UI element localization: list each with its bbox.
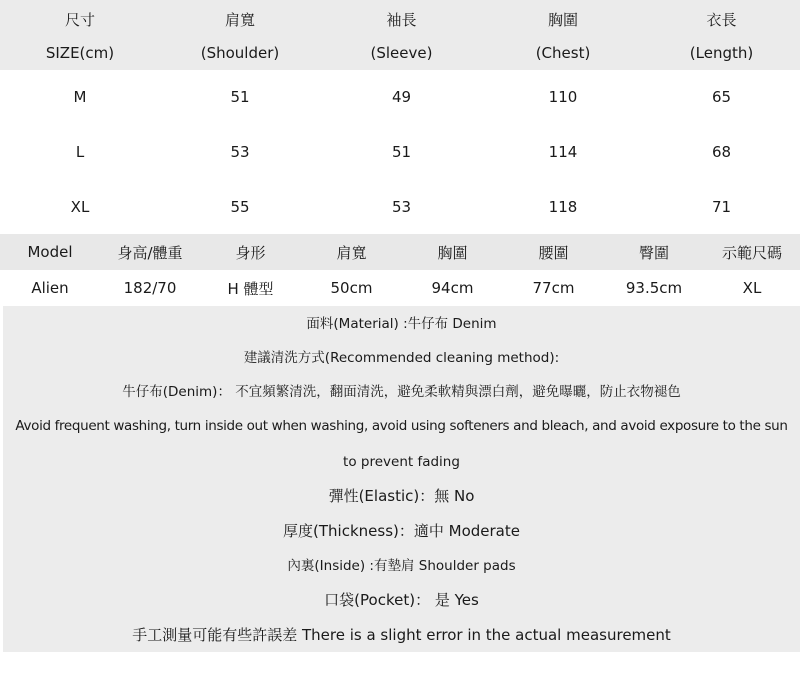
- cleaning-title: 建議清洗方式(Recommended cleaning method):: [243, 350, 560, 366]
- size-header-en: SIZE(cm): [45, 44, 115, 62]
- chest-cell: 118: [548, 198, 578, 216]
- chest-header-en: (Chest): [535, 44, 591, 62]
- size-header-zh: 尺寸: [64, 10, 95, 29]
- shoulder-header-en: (Shoulder): [200, 44, 280, 62]
- sleeve-cell: 51: [391, 143, 412, 161]
- length-cell: 71: [711, 198, 732, 216]
- size-table-header: [0, 0, 800, 70]
- size-cell: M: [73, 88, 87, 106]
- sleeve-cell: 49: [391, 88, 412, 106]
- length-cell: 68: [711, 143, 732, 161]
- shoulder-cell: 53: [230, 143, 250, 161]
- denim-care-zh: 牛仔布(Denim)： 不宜頻繁清洗，翻面清洗，避免柔軟精與漂白劑，避免曝曬，防止衣物褪色: [122, 384, 681, 400]
- table-row: [0, 137, 800, 167]
- model-table-row: [0, 270, 800, 306]
- sleeve-cell: 53: [391, 198, 412, 216]
- hip-header: 臀圍: [638, 243, 669, 262]
- shoulder-header: 肩寬: [336, 243, 367, 262]
- size-table-body: [0, 70, 800, 233]
- table-row: [0, 192, 800, 222]
- size-header-en-row: [0, 38, 800, 68]
- body-type: H 體型: [227, 279, 274, 298]
- body-type-header: 身形: [235, 243, 266, 262]
- length-header-zh: 衣長: [706, 10, 737, 29]
- length-header-en: (Length): [689, 44, 754, 62]
- shoulder-cell: 51: [230, 88, 250, 106]
- elastic-note: 彈性(Elastic)：無 No: [328, 487, 475, 505]
- chest-header-zh: 胸圍: [547, 10, 578, 29]
- height-weight-header: 身高/體重: [117, 243, 183, 262]
- waist-header: 腰圍: [538, 243, 569, 262]
- chest-value: 94cm: [431, 279, 474, 297]
- shoulder-cell: 55: [230, 198, 250, 216]
- hip-value: 93.5cm: [625, 279, 683, 297]
- product-notes: [3, 306, 800, 652]
- pocket-note: 口袋(Pocket)： 是 Yes: [324, 591, 479, 609]
- size-cell: XL: [70, 198, 90, 216]
- thickness-note: 厚度(Thickness)：適中 Moderate: [283, 522, 520, 540]
- waist-value: 77cm: [532, 279, 575, 297]
- shoulder-value: 50cm: [330, 279, 373, 297]
- chest-cell: 110: [548, 88, 578, 106]
- denim-care-en-line1: Avoid frequent washing, turn inside out when washing, avoid using softeners and bleach, and avoid exposure to the sun: [15, 418, 788, 434]
- sleeve-header-en: (Sleeve): [370, 44, 433, 62]
- chest-header: 胸圍: [437, 243, 468, 262]
- measurement-error-note: 手工測量可能有些許誤差 There is a slight error in the actual measurement: [132, 626, 671, 644]
- table-row: [0, 82, 800, 112]
- denim-care-en-line2: to prevent fading: [343, 454, 460, 470]
- height-weight: 182/70: [123, 279, 177, 297]
- model-table-header: [0, 234, 800, 270]
- length-cell: 65: [711, 88, 732, 106]
- size-header-zh-row: [0, 4, 800, 34]
- material-note: 面料(Material) :牛仔布 Denim: [306, 316, 497, 332]
- size-cell: L: [75, 143, 85, 161]
- shoulder-header-zh: 肩寬: [224, 10, 255, 29]
- inside-note: 內裏(Inside) :有墊肩 Shoulder pads: [287, 558, 516, 574]
- size-worn-header: 示範尺碼: [721, 243, 782, 262]
- sleeve-header-zh: 袖長: [386, 10, 417, 29]
- size-worn: XL: [742, 279, 762, 297]
- chest-cell: 114: [548, 143, 578, 161]
- model-name: Alien: [31, 279, 69, 297]
- model-header: Model: [27, 243, 73, 261]
